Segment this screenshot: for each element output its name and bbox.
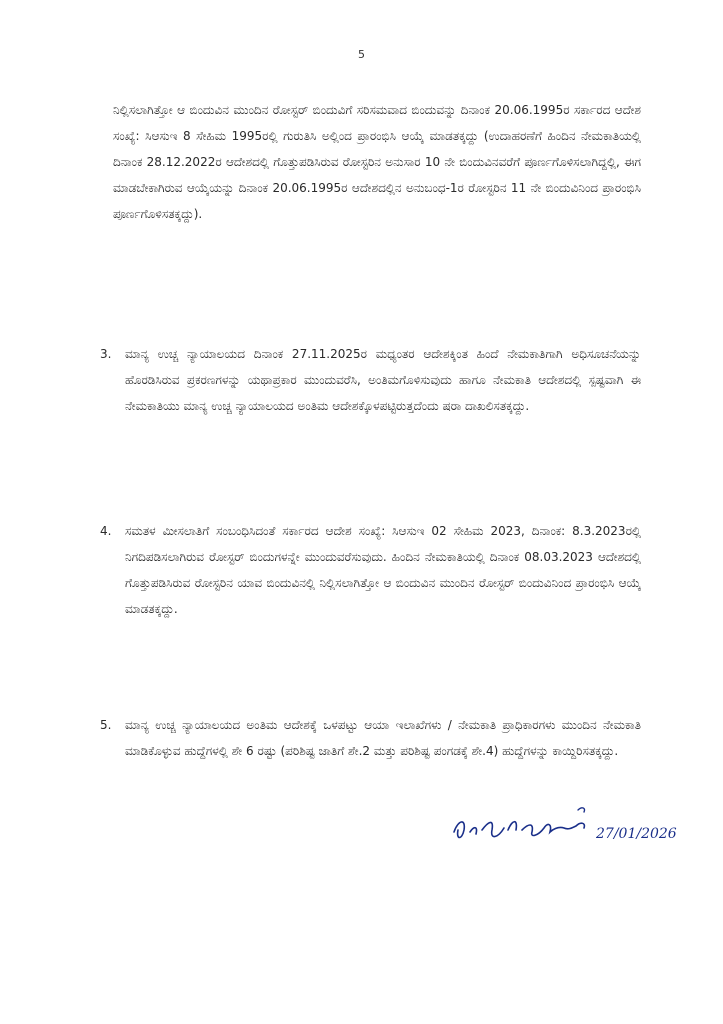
item-text: ಮಾನ್ಯ ಉಚ್ಚ ನ್ಯಾಯಾಲಯದ ಅಂತಿಮ ಆದೇಶಕ್ಕೆ ಒಳಪಟ್ಟು ಆಯಾ ಇಲಾಖೆಗಳು / ನೇಮಕಾತಿ ಪ್ರಾಧಿಕಾರಗಳು ಮುಂದಿನ ನೇಮಕಾತಿ ಮಾಡಿಕೊಳ್ಳುವ ಹುದ್ದೆಗಳಲ್ಲಿ ಶೇ 6 ರಷ್ಟು (ಪರಿಶಿಷ್ಟ ಜಾತಿಗೆ ಶೇ.2 ಮತ್ತು ಪರಿಶಿಷ್ಟ ಪಂಗಡಕ್ಕೆ ಶೇ.4) ಹುದ್ದೆಗಳನ್ನು ಕಾಯ್ದಿರಿಸತಕ್ಕದ್ದು. (125, 718, 641, 758)
intro-paragraph: ನಿಲ್ಲಿಸಲಾಗಿತ್ತೋ ಆ ಬಿಂದುವಿನ ಮುಂದಿನ ರೋಸ್ಟರ್ ಬಿಂದುವಿಗೆ ಸರಿಸಮವಾದ ಬಿಂದುವನ್ನು ದಿನಾಂಕ 20.06.1995ರ ಸರ್ಕಾರದ ಆದೇಶ ಸಂಖ್ಯೆ: ಸಿಆಸುಇ 8 ಸೇಹಿಮ 1995ರಲ್ಲಿ ಗುರುತಿಸಿ ಅಲ್ಲಿಂದ ಪ್ರಾರಂಭಿಸಿ ಆಯ್ಕೆ ಮಾಡತಕ್ಕದ್ದು (ಉದಾಹರಣೆಗೆ ಹಿಂದಿನ ನೇಮಕಾತಿಯಲ್ಲಿ ದಿನಾಂಕ 28.12.2022ರ ಆದೇಶದಲ್ಲಿ ಗೊತ್ತುಪಡಿಸಿರುವ ರೋಸ್ಟರಿನ ಅನುಸಾರ 10 ನೇ ಬಿಂದುವಿನವರೆಗೆ ಪೂರ್ಣಗೊಳಿಸಲಾಗಿದ್ದಲ್ಲಿ, ಈಗ ಮಾಡಬೇಕಾಗಿರುವ ಆಯ್ಕೆಯನ್ನು ದಿನಾಂಕ 20.06.1995ರ ಆದೇಶದಲ್ಲಿನ ಅನುಬಂಧ-1ರ ರೋಸ್ಟರಿನ 11 ನೇ ಬಿಂದುವಿನಿಂದ ಪ್ರಾರಂಭಿಸಿ ಪೂರ್ಣಗೊಳಿಸತಕ್ಕದ್ದು). (113, 103, 641, 221)
list-item (100, 712, 641, 764)
item-number: 3. (100, 347, 112, 361)
list-item (100, 518, 641, 622)
signature-date: 27/01/2026 (596, 826, 677, 842)
list-item (100, 341, 641, 419)
item-number: 5. (100, 718, 112, 732)
item-number: 4. (100, 524, 112, 538)
page-number: 5 (358, 48, 365, 61)
item-text: ಸಮತಳ ಮೀಸಲಾತಿಗೆ ಸಂಬಂಧಿಸಿದಂತೆ ಸರ್ಕಾರದ ಆದೇಶ ಸಂಖ್ಯೆ: ಸಿಆಸುಇ 02 ಸೇಹಿಮ 2023, ದಿನಾಂಕ: 8.3.2023ರಲ್ಲಿ ನಿಗದಿಪಡಿಸಲಾಗಿರುವ ರೋಸ್ಟರ್ ಬಿಂದುಗಳನ್ನೇ ಮುಂದುವರೆಸುವುದು. ಹಿಂದಿನ ನೇಮಕಾತಿಯಲ್ಲಿ ದಿನಾಂಕ 08.03.2023 ಆದೇಶದಲ್ಲಿ ಗೊತ್ತುಪಡಿಸಿರುವ ರೋಸ್ಟರಿನ ಯಾವ ಬಿಂದುವಿನಲ್ಲಿ ನಿಲ್ಲಿಸಲಾಗಿತ್ತೋ ಆ ಬಿಂದುವಿನ ಮುಂದಿನ ರೋಸ್ಟರ್ ಬಿಂದುವಿನಿಂದ ಪ್ರಾರಂಭಿಸಿ ಆಯ್ಕೆ ಮಾಡತಕ್ಕದ್ದು. (125, 524, 641, 616)
item-text: ಮಾನ್ಯ ಉಚ್ಚ ನ್ಯಾಯಾಲಯದ ದಿನಾಂಕ 27.11.2025ರ ಮಧ್ಯಂತರ ಆದೇಶಕ್ಕಿಂತ ಹಿಂದೆ ನೇಮಕಾತಿಗಾಗಿ ಅಧಿಸೂಚನೆಯನ್ನು ಹೊರಡಿಸಿರುವ ಪ್ರಕರಣಗಳನ್ನು ಯಥಾಪ್ರಕಾರ ಮುಂದುವರೆಸಿ, ಅಂತಿಮಗೊಳಿಸುವುದು ಹಾಗೂ ನೇಮಕಾತಿ ಆದೇಶದಲ್ಲಿ ಸ್ಪಷ್ಟವಾಗಿ ಈ ನೇಮಕಾತಿಯು ಮಾನ್ಯ ಉಚ್ಚ ನ್ಯಾಯಾಲಯದ ಅಂತಿಮ ಆದೇಶಕ್ಕೊಳಪಟ್ಟಿರುತ್ತದೆಂದು ಷರಾ ದಾಖಲಿಸತಕ್ಕದ್ದು. (125, 347, 641, 413)
signature (448, 800, 698, 860)
